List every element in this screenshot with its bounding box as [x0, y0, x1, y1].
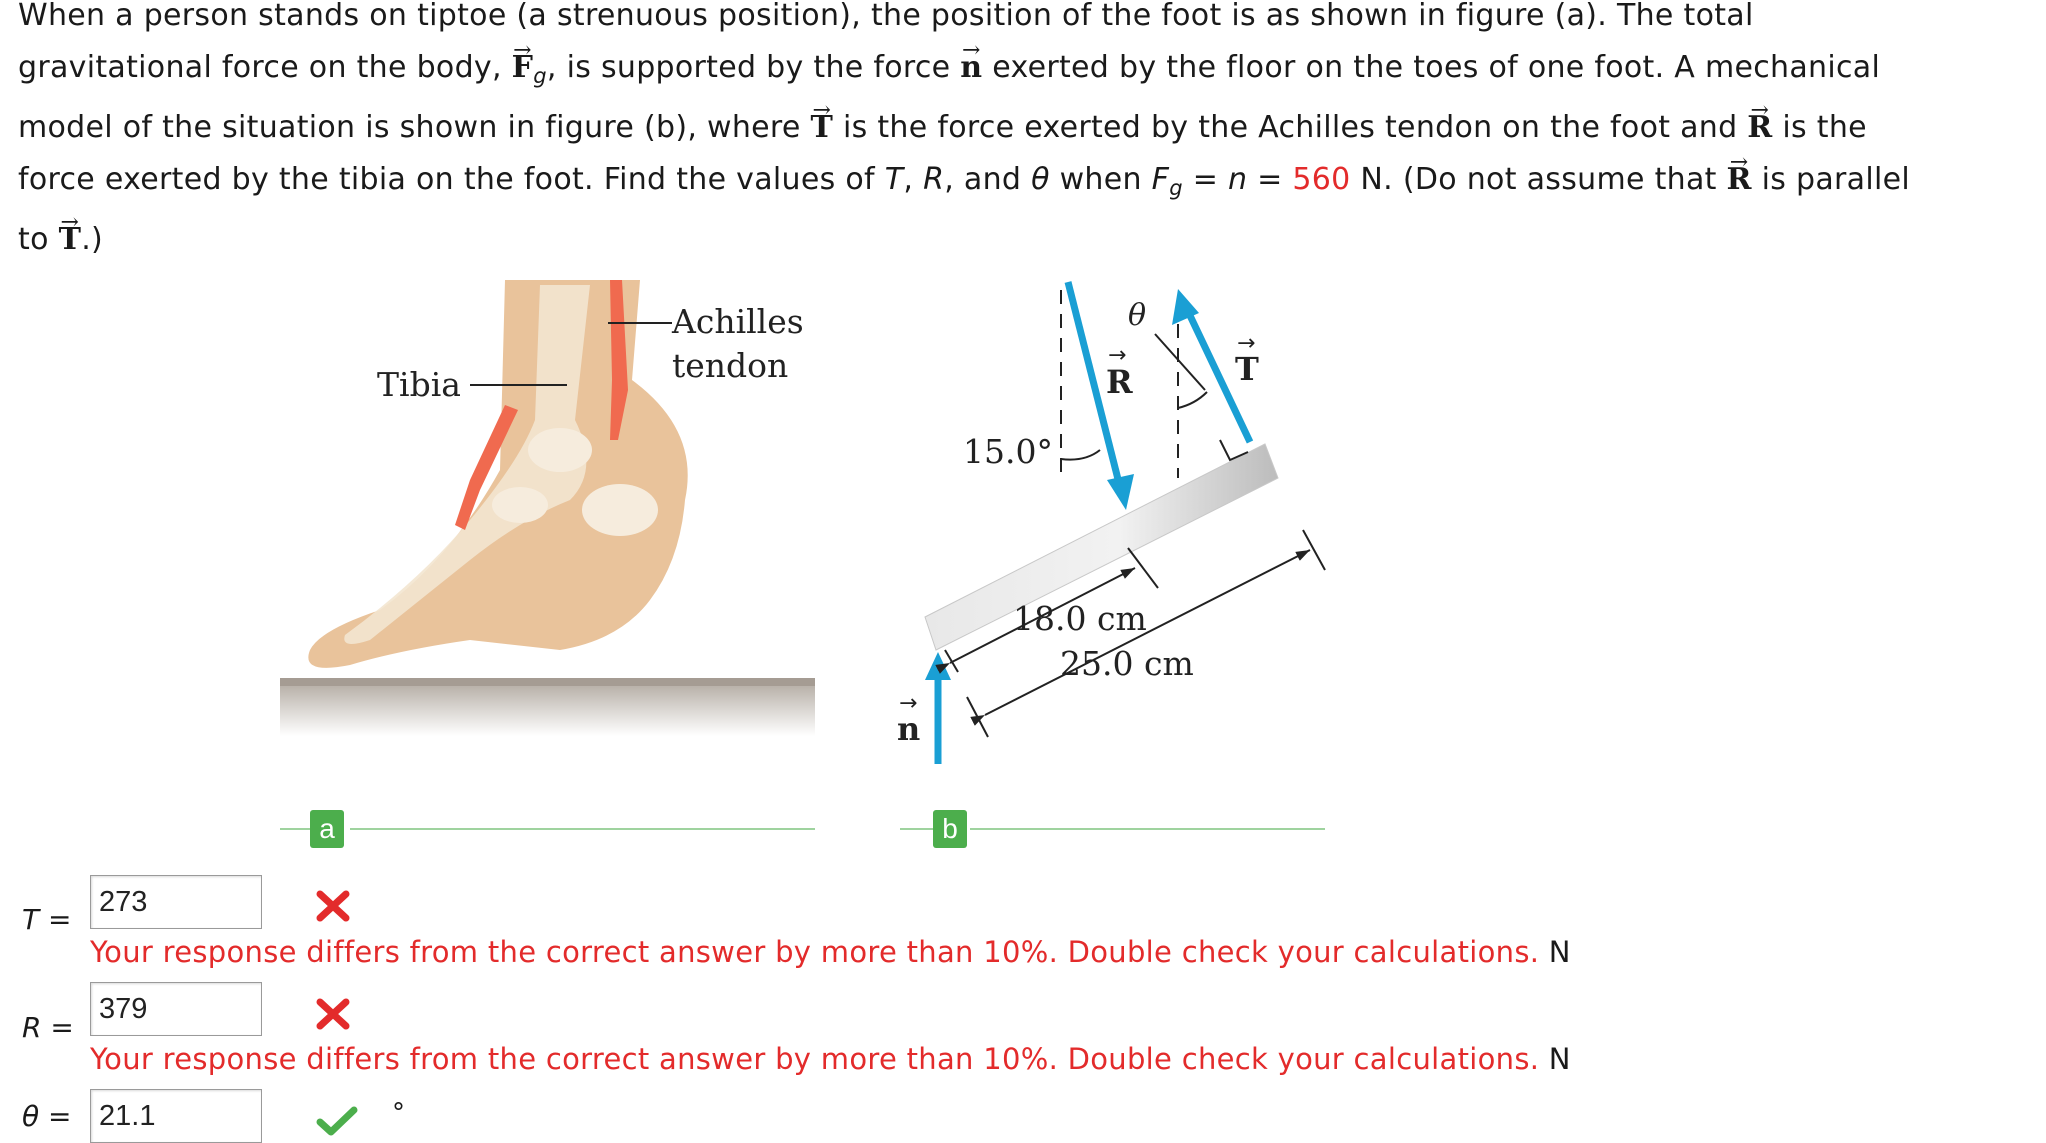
svg-text:→: → — [1108, 343, 1127, 368]
given-value: 560 — [1292, 162, 1351, 197]
label-R: R — [1106, 363, 1133, 401]
answer-input-T[interactable]: 273 — [90, 875, 262, 929]
vector-R-2: → R — [1727, 154, 1752, 206]
correct-check-icon — [316, 1106, 358, 1136]
dist-25: 25.0 cm — [1060, 644, 1194, 683]
degree-unit: ° — [392, 1098, 405, 1128]
answer-input-theta[interactable]: 21.1 — [90, 1089, 262, 1143]
figure-a-tag: a — [310, 810, 344, 848]
label-tibia: Tibia — [377, 365, 461, 404]
feedback-T: Your response differs from the correct answer by more than 10%. Double check your calculations. N — [90, 935, 1571, 969]
dist-18: 18.0 cm — [1013, 599, 1147, 638]
figure-b-tag: b — [933, 810, 967, 848]
vector-R: → R — [1747, 102, 1772, 154]
answer-label-R: R = — [22, 1011, 74, 1044]
label-tendon: tendon — [672, 346, 789, 385]
incorrect-icon — [316, 890, 350, 922]
vector-T-2: → T — [59, 214, 82, 266]
label-T: T — [1235, 350, 1259, 388]
problem-line-2: gravitational force on the body, → $F_g$, is supported by the force → n exerted by the floor on the toes of one foot. A mechanical — [18, 42, 2028, 102]
label-n: n — [897, 710, 921, 748]
problem-line-3: model of the situation is shown in figure (b), where → T is the force exerted by the Achilles tendon on the foot and → R is the — [18, 102, 2028, 154]
answer-label-theta: θ = — [22, 1100, 72, 1133]
theta-label: θ — [1128, 298, 1147, 333]
label-achilles: Achilles — [672, 302, 804, 341]
incorrect-icon — [316, 998, 350, 1030]
svg-text:→: → — [1237, 331, 1256, 356]
problem-line-4: force exerted by the tibia on the foot. Find the values of T, R, and θ when $F_g = n = 560$ N. (Do not assume that → R is parallel — [18, 154, 2028, 214]
vector-n: → n — [960, 42, 982, 94]
vector-Fg: → F — [512, 42, 534, 94]
answer-input-R[interactable]: 379 — [90, 982, 262, 1036]
answer-label-T: T = — [22, 903, 72, 936]
angle-15-label: 15.0° — [963, 432, 1053, 471]
svg-text:→: → — [899, 691, 918, 716]
feedback-R: Your response differs from the correct answer by more than 10%. Double check your calculations. N — [90, 1042, 1571, 1076]
problem-line-1: When a person stands on tiptoe (a strenuous position), the position of the foot is as shown in figure (a). The total — [18, 0, 1754, 33]
vector-T: → T — [811, 102, 834, 154]
problem-line-5: to → T.) — [18, 214, 2028, 266]
